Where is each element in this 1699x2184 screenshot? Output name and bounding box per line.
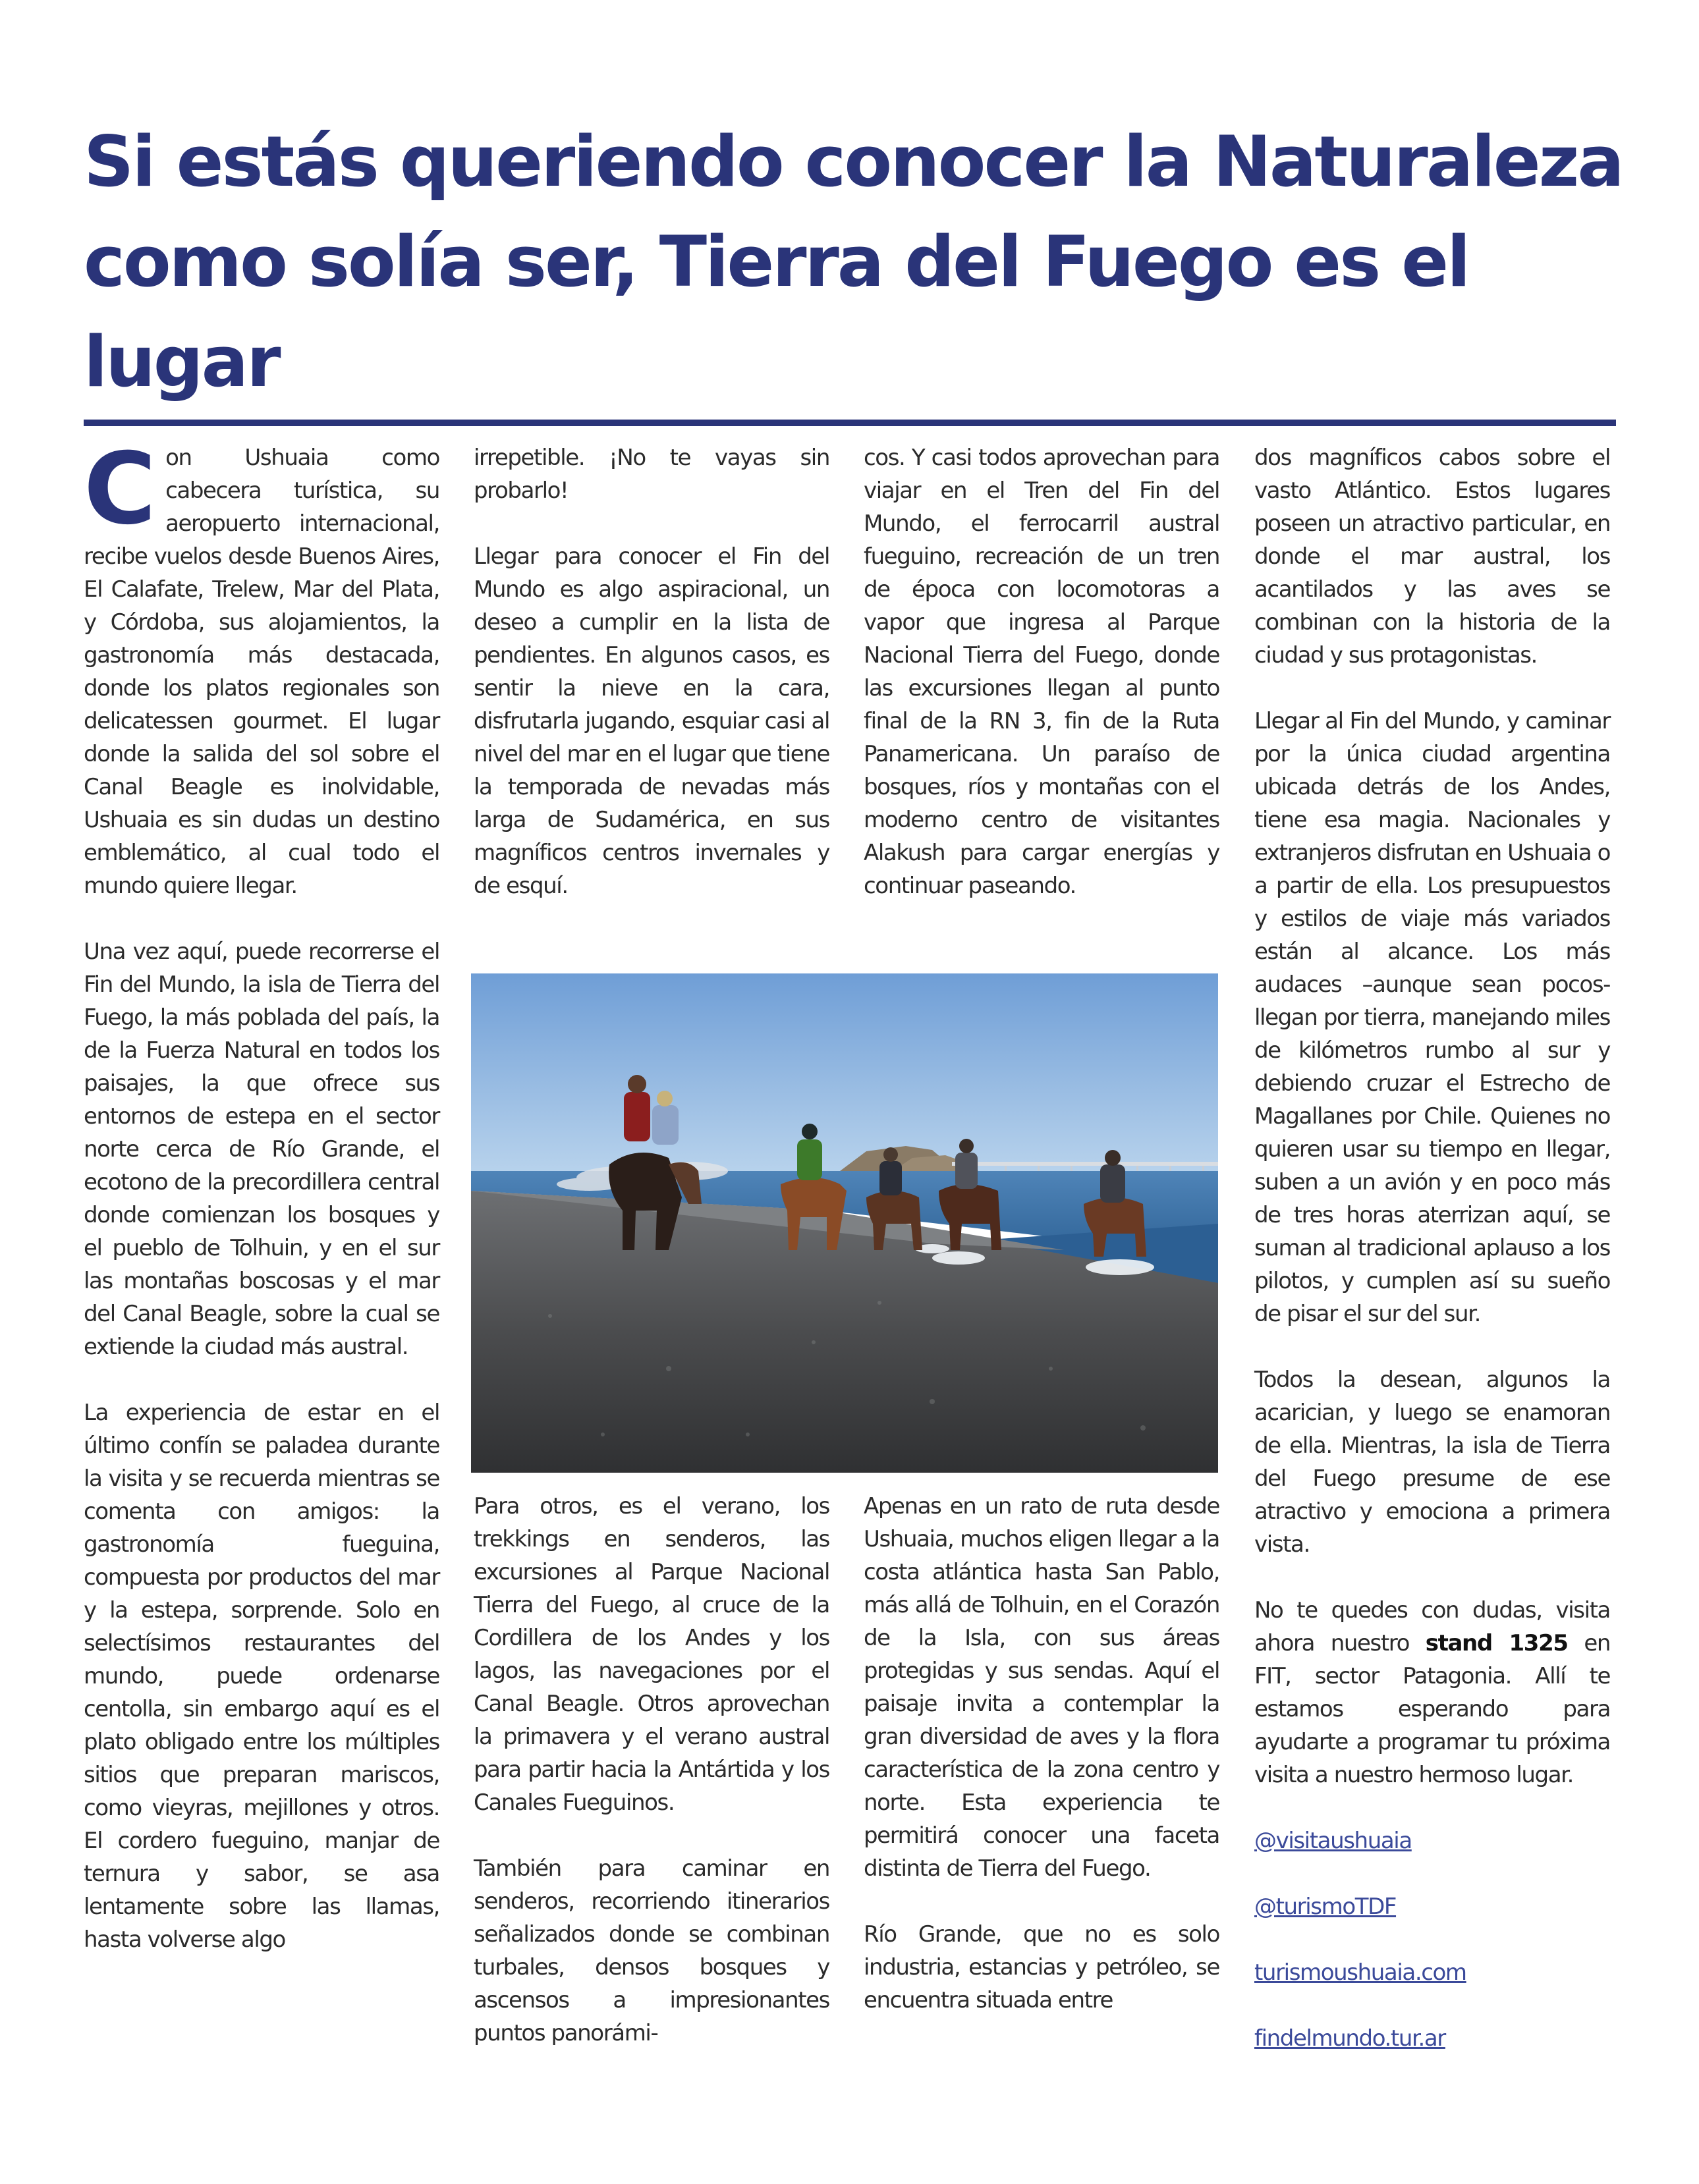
website-link-turismoushuaia[interactable] bbox=[1254, 1956, 1610, 1989]
link-text[interactable]: findelmundo.tur.ar bbox=[1254, 2025, 1445, 2052]
website-link-findelmundo[interactable] bbox=[1254, 2022, 1610, 2055]
paragraph: Para otros, es el verano, los trekkings en senderos, las excursiones al Parque Nacional Tierra del Fuego, al cruce de la Cordillera de los Andes y los lagos, las navegaciones por el Canal Beagle. Otros aprovechan la primavera y el verano austral para partir hacia la Antártida y los Canales Fueguinos. bbox=[474, 1493, 829, 1816]
paragraph: Apenas en un rato de ruta desde Ushuaia, muchos eligen llegar a la costa atlántica hasta San Pablo, más allá de Tolhuin, en el Corazón de la Isla, con sus áreas protegidas y sus sendas. Aquí el paisaje invita a contemplar la gran diversidad de aves y la flora característica de la zona centro y norte. Esta experiencia te permitirá conocer una faceta distinta de Tierra del Fuego. bbox=[864, 1493, 1219, 1882]
social-link-turismotdf[interactable] bbox=[1254, 1890, 1610, 1923]
article-headline: Si estás queriendo conocer la Naturaleza como solía ser, Tierra del Fuego es el lugar bbox=[84, 121, 1623, 402]
paragraph: Llegar para conocer el Fin del Mundo es algo aspiracional, un deseo a cumplir en la lista de pendientes. En algunos casos, es sentir la nieve en la cara, disfrutarla jugando, esquiar casi al nivel del mar en el lugar que tiene la temporada de nevadas más larga de Sudamérica, en sus magníficos centros invernales y de esquí. bbox=[474, 543, 829, 899]
text-column-1 bbox=[84, 432, 439, 1956]
paragraph-text: en FIT, sector Patagonia. Allí te estamos esperando para ayudarte a programar tu próxima visita a nuestro hermoso lugar. bbox=[1254, 1630, 1611, 1788]
paragraph: Llegar al Fin del Mundo, y caminar por la única ciudad argentina ubicada detrás de los Andes, tiene esa magia. Nacionales y extranjeros disfrutan en Ushuaia o a partir de ella. Los presupuestos y estilos de viaje más variados están al alcance. Los más audaces –aunque sean pocos- llegan por tierra, manejando miles de kilómetros rumbo al sur y debiendo cruzar el Estrecho de Magallanes por Chile. Quienes no quieren usar su tiempo en llegar, suben a un avión y en poco más de tres horas aterrizan aquí, se suman al tradicional aplauso a los pilotos, y cumplen así su sueño de pisar el sur del sur. bbox=[1254, 708, 1610, 1327]
paragraph-text: on Ushuaia como cabecera turística, su aeropuerto internacional, recibe vuelos desde Buenos Aires, El Calafate, Trelew, Mar del Plata, y Córdoba, sus alojamientos, la gastronomía más destacada, donde los platos regionales son delicatessen gourmet. El lugar donde la salida del sol sobre el Canal Beagle es inolvidable, Ushuaia es sin dudas un destino emblemático, al cual todo el mundo quiere llegar. bbox=[84, 445, 439, 899]
social-link-visitaushuaia[interactable] bbox=[1254, 1824, 1610, 1857]
paragraph bbox=[1254, 1594, 1610, 1791]
link-text[interactable]: @visitaushuaia bbox=[1254, 1828, 1412, 1854]
paragraph bbox=[84, 432, 439, 902]
link-text[interactable]: @turismoTDF bbox=[1254, 1894, 1397, 1920]
paragraph: dos magníficos cabos sobre el vasto Atlántico. Estos lugares poseen un atractivo particular, en donde el mar austral, los acantilados y las aves se combinan con la historia de la ciudad y sus protagonistas. bbox=[1254, 445, 1610, 669]
text-column-3-bottom bbox=[864, 1490, 1219, 2017]
text-column-2-top bbox=[474, 441, 829, 902]
paragraph: cos. Y casi todos aprovechan para viajar en el Tren del Fin del Mundo, el ferrocarril austral fueguino, recreación de un tren de época con locomotoras a vapor que ingresa al Parque Nacional Tierra del Fuego, donde las excursiones llegan al punto final de la RN 3, fin de la Ruta Panamericana. Un paraíso de bosques, ríos y montañas con el moderno centro de visitantes Alakush para cargar energías y continuar paseando. bbox=[864, 445, 1219, 899]
link-text[interactable]: turismoushuaia.com bbox=[1254, 1959, 1466, 1986]
horse-riders-beach-photo bbox=[471, 973, 1218, 1473]
stand-number: stand 1325 bbox=[1425, 1630, 1568, 1656]
paragraph: También para caminar en senderos, recorriendo itinerarios señalizados donde se combinan turbales, densos bosques y ascensos a impresionantes puntos panorámi- bbox=[474, 1855, 829, 2046]
paragraph: Río Grande, que no es solo industria, estancias y petróleo, se encuentra situada entre bbox=[864, 1921, 1219, 2013]
paragraph: irrepetible. ¡No te vayas sin probarlo! bbox=[474, 445, 829, 504]
paragraph: Una vez aquí, puede recorrerse el Fin del Mundo, la isla de Tierra del Fuego, la más poblada del país, la de la Fuerza Natural en todos los paisajes, la que ofrece sus entornos de estepa en el sector norte cerca de Río Grande, el ecotono de la precordillera central donde comienzan los bosques y el pueblo de Tolhuin, y en el sur las montañas boscosas y el mar del Canal Beagle, sobre la cual se extiende la ciudad más austral. bbox=[84, 939, 439, 1360]
text-column-3-top bbox=[864, 441, 1219, 902]
headline-rule bbox=[84, 420, 1616, 426]
paragraph-text: No te quedes con dudas, visita ahora nuestro bbox=[1254, 1597, 1610, 1656]
paragraph: La experiencia de estar en el último confín se paladea durante la visita y se recuerda mientras se comenta con amigos: la gastronomía fueguina, compuesta por productos del mar y la estepa, sorprende. Solo en selectísimos restaurantes del mundo, puede ordenarse centolla, sin embargo aquí es el plato obligado entre los múltiples sitios que preparan mariscos, como vieyras, mejillones y otros. El cordero fueguino, manjar de ternura y sabor, se asa lentamente sobre las llamas, hasta volverse algo bbox=[84, 1400, 439, 1953]
text-column-2-bottom bbox=[474, 1490, 829, 2050]
text-column-4 bbox=[1254, 441, 1610, 2055]
paragraph: Todos la desean, algunos la acarician, y luego se enamoran de ella. Mientras, la isla de Tierra del Fuego presume de ese atractivo y emociona a primera vista. bbox=[1254, 1367, 1610, 1558]
drop-cap: C bbox=[84, 432, 157, 547]
